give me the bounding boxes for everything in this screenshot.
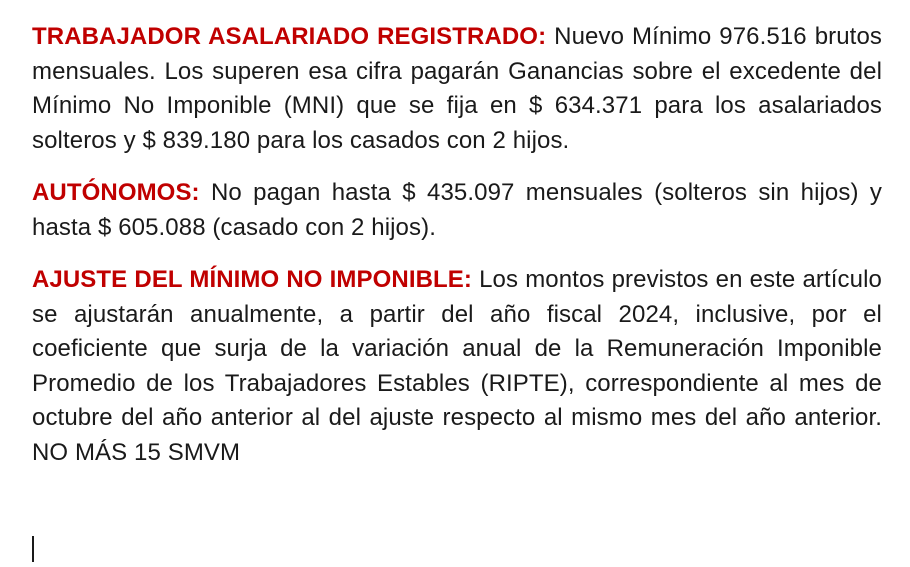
heading-asalariado: TRABAJADOR ASALARIADO REGISTRADO: bbox=[32, 23, 547, 50]
text-cursor[interactable] bbox=[32, 536, 34, 562]
body-ajuste: Los montos previstos en este artículo se ajustarán anualmente, a partir del año fiscal 2024, inclusive, por el coeficiente que surja de la variación anual de la Remuneración Imponible Promedio de los Trabajadores Estables (RIPTE), correspondiente al mes de octubre del año anterior al del ajuste respecto al mismo mes del año anterior. NO MÁS 15 SMVM bbox=[32, 266, 882, 466]
paragraph-ajuste bbox=[32, 263, 882, 470]
paragraph-autonomos bbox=[32, 176, 882, 245]
heading-autonomos: AUTÓNOMOS: bbox=[32, 179, 200, 206]
body-autonomos: No pagan hasta $ 435.097 mensuales (solteros sin hijos) y hasta $ 605.088 (casado con 2 hijos). bbox=[32, 179, 882, 241]
paragraph-asalariado bbox=[32, 20, 882, 158]
body-asalariado: Nuevo Mínimo 976.516 brutos mensuales. Los superen esa cifra pagarán Ganancias sobre el excedente del Mínimo No Imponible (MNI) que se fija en $ 634.371 para los asalariados solteros y $ 839.180 para los casados con 2 hijos. bbox=[32, 23, 882, 154]
heading-ajuste: AJUSTE DEL MÍNIMO NO IMPONIBLE: bbox=[32, 266, 472, 293]
